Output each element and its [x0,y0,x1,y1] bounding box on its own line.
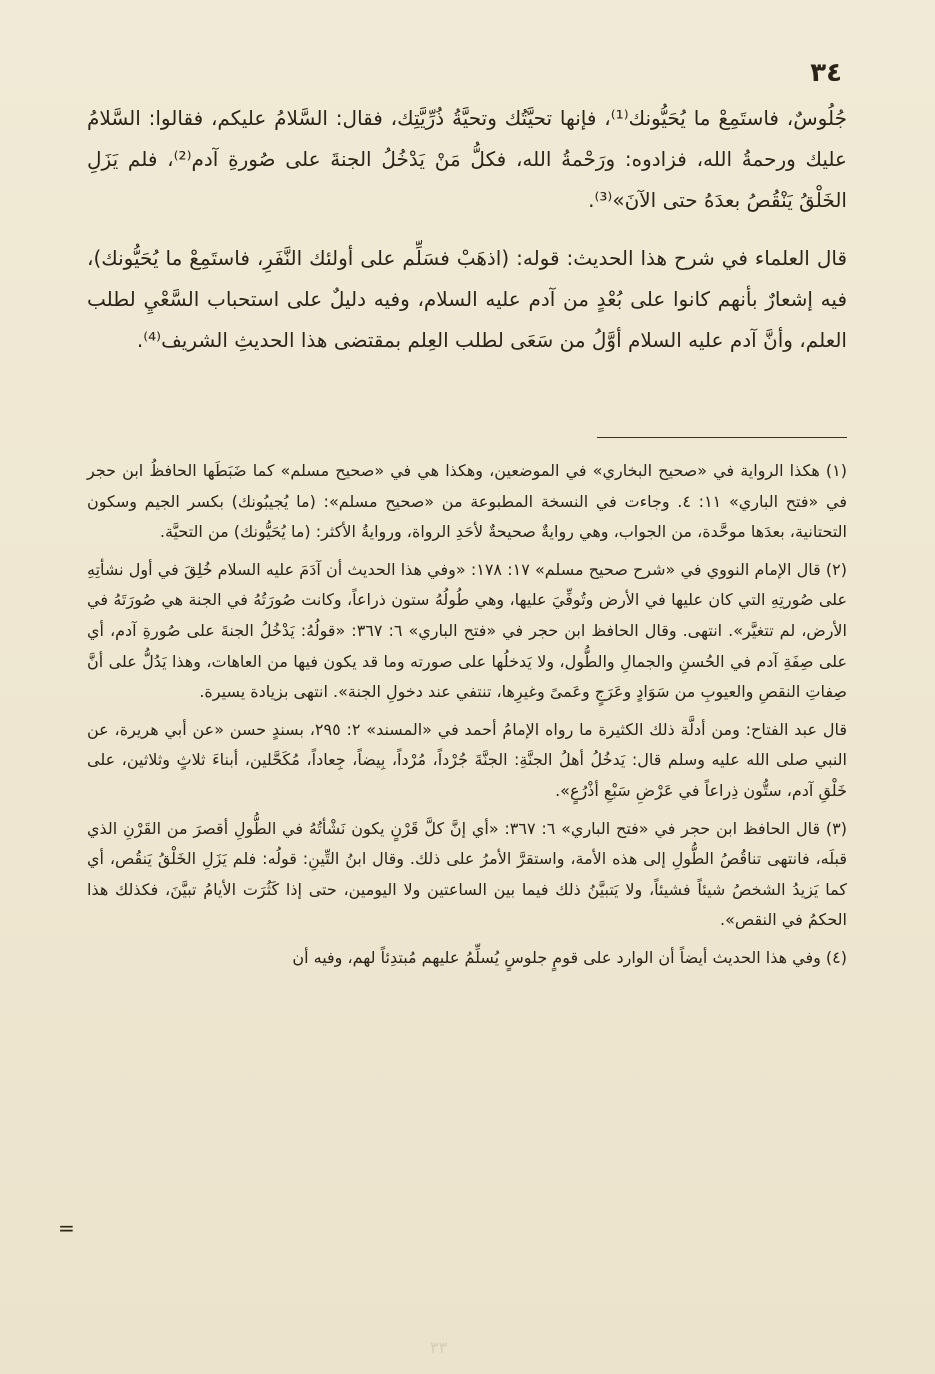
main-paragraph-2: قال العلماء في شرح هذا الحديث: قوله: (اذهَبْ فسَلِّم على أولئك النَّفَرِ، فاستَمِعْ ما يُحَيُّونك)، فيه إشعارٌ بأنهم كانوا على بُعْدٍ من آدم عليه السلام، وفيه دليلٌ على استحباب السَّعْيِ لطلب العلم، وأنَّ آدم عليه السلام أوَّلُ من سَعَى لطلب العِلم بمقتضى هذا الحديثِ الشريف⁽⁴⁾. [87,246,847,352]
footnote-separator-rule [597,437,847,438]
footnote-4: (٤) وفي هذا الحديث أيضاً أن الوارد على قومٍ جلوسٍ يُسلِّمُ عليهم مُبتدِئاً لهم، وفيه أن [292,947,847,967]
footnotes-block [87,456,847,974]
page-number: ٣٤ [810,58,842,88]
main-text-block [87,98,847,361]
footnote-1: (١) هكذا الرواية في «صحيح البخاري» في الموضعين، وهكذا هي في «صحيح مسلم» كما ضَبَطَها الحافظُ ابن حجر في «فتح الباري» ١١: ٤. وجاءت في النسخة المطبوعة من «صحيح مسلم»: (ما يُجيبُونك) بكسر الجيم وسكون التحتانية، بعدَها موحَّدة، من الجواب، وهي روايةٌ صحيحةٌ لأحَدِ الرواة، وروايةُ الأكثر: (ما يُحَيُّونك) من التحيَّة. [87,461,847,542]
footnote-2: (٢) قال الإمام النووي في «شرح صحيح مسلم» ١٧: ١٧٨: «وفي هذا الحديث أن آدَمَ عليه السلام خُلِقَ في أول نشأتِهِ على صُورتِهِ التي كان عليها في الأرض وتُوفِّيَ عليها، وهي طُولُهُ ستون ذراعاً، وكانت صُورَتُهُ في الجنة هي صُورَتَهُ في الأرض، لم تتغيَّر». انتهى. وقال الحافظ ابن حجر في «فتح الباري» ٦: ٣٦٧: «قولُهُ: يَدْخُلُ الجنةَ على صُورةِ آدم، أي على صِفَةِ آدم في الحُسنِ والجمالِ والطُّول، ولا يَدخلُها على صورته وما قد يكون فيها من العاهات، وهذا يَدُلُّ على أنَّ صِفاتِ النقصِ والعيوبِ من سَوَادٍ وعَرَجٍ وعَمىً وغيرِها، تنتفي عند دخولِ الجنة». انتهى بزيادة يسيرة. [87,559,848,702]
footnote-3: (٣) قال الحافظ ابن حجر في «فتح الباري» ٦: ٣٦٧: «أي إنَّ كلَّ قَرْنٍ يكون نَشْأتُهُ في الطُّولِ أقصرَ من القَرْنِ الذي قبلَه، فانتهى تناقُصُ الطُّولِ إلى هذه الأمة، واستقرَّ الأمرُ على ذلك. وقال ابنُ التِّينِ: قولُه: فلم يَزَلِ الخَلْقُ يَنقُص، أي كما يَزيدُ الشخصُ شيئاً فشيئاً، ولا يَتبيَّنُ ذلك فيما بين الساعتين ولا اليومين، حتى إذا كَثُرَت الأيامُ تبيَّنَ، فكذلك هذا الحكمُ في النقص». [87,818,848,930]
continuation-mark: = [58,1216,75,1240]
main-paragraph-1: جُلُوسٌ، فاستَمِعْ ما يُحَيُّونك⁽¹⁾، فإنها تحيَّتُك وتحيَّةُ ذُرِّيَّتِك، فقال: السَّلامُ عليكم، فقالوا: السَّلامُ عليك ورحمةُ الله، فزادوه: ورَحْمةُ الله، فكلُّ مَنْ يَدْخُلُ الجنةَ على صُورةِ آدم⁽²⁾، فلم يَزَلِ الخَلْقُ يَنْقُصُ بعدَهُ حتى الآنَ»⁽³⁾. [87,106,847,212]
footnote-2-continuation: قال عبد الفتاح: ومن أدلَّة ذلك الكثيرة ما رواه الإمامُ أحمد في «المسند» ٢: ٢٩٥، بسندٍ حسن «عن أبي هريرة، عن النبي صلى الله عليه وسلم قال: يَدخُلُ أهلُ الجنَّةِ: الجنَّةَ جُرْداً، مُرْداً، بِيضاً، جِعاداً، مُكَحَّلين، أبناءَ ثلاثٍ وثلاثين، على خَلْقِ آدم، ستُّون ذِراعاً في عَرْضِ سَبْعِ أذْرُعٍ». [87,719,848,800]
bleed-through-page-number: ٣٣ [430,1338,448,1357]
